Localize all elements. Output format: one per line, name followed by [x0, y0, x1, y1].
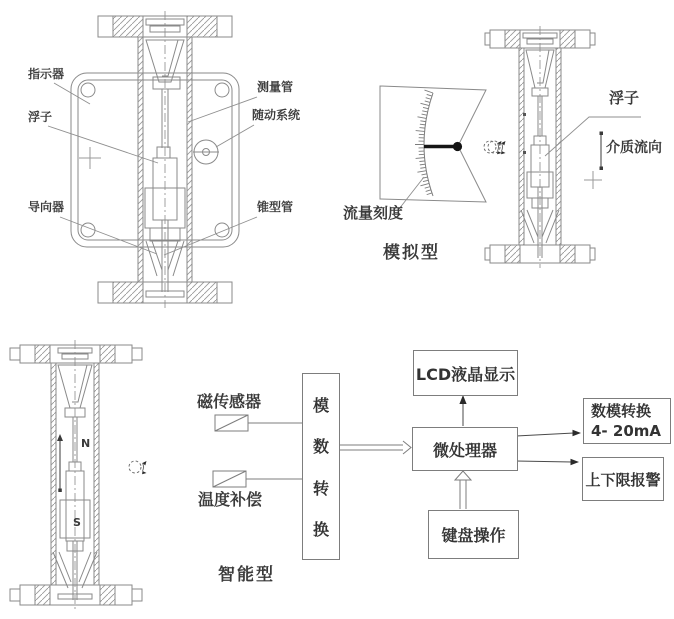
rotation-icon [484, 141, 502, 154]
adc-char-3: 转 [312, 478, 329, 498]
block-alarm: 上下限报警 [582, 457, 664, 501]
follower-system-symbol [193, 140, 219, 164]
dac-line-2: 4- 20mA [591, 422, 661, 440]
adc-char-4: 换 [312, 519, 329, 539]
dac-line-1: 数模转换 [591, 402, 652, 420]
label-magnet-south: S [73, 516, 81, 529]
label-follower-system: 随动系统 [252, 108, 301, 122]
gauge-needle-pivot [453, 142, 462, 151]
rotameter-detailed-drawing [48, 11, 257, 308]
block-keyboard: 键盘操作 [428, 510, 519, 559]
upward-flow-arrow [57, 434, 63, 492]
label-flow-direction: 介质流向 [606, 140, 662, 156]
label-measuring-tube: 测量管 [257, 80, 294, 94]
label-guide: 导向器 [28, 200, 65, 214]
label-float-right: 浮子 [609, 89, 640, 107]
label-indicator: 指示器 [28, 67, 65, 81]
analog-gauge-drawing [380, 86, 502, 209]
top-flange [10, 345, 142, 363]
bottom-flange [10, 585, 142, 605]
arrow-mcu-to-lcd [459, 395, 466, 426]
arrow-keyboard-to-mcu [455, 471, 471, 509]
indicator-housing [71, 73, 239, 247]
magnetic-sensor-symbol [215, 415, 248, 431]
block-lcd: LCD液晶显示 [413, 350, 518, 396]
rotameter-magnet-drawing [10, 340, 147, 612]
adc-char-1: 模 [312, 396, 329, 416]
temperature-sensor-symbol [213, 471, 246, 487]
arrow-mcu-to-dac [516, 430, 581, 436]
flow-direction-arrow [600, 132, 604, 171]
crosshair [79, 147, 101, 169]
arrow-adc-to-mcu [338, 441, 411, 454]
rotation-icon [488, 141, 506, 154]
arrow-mcu-to-alarm [516, 459, 579, 465]
label-analog-type: 模拟型 [383, 243, 440, 263]
block-dac [583, 398, 671, 444]
label-flow-scale: 流量刻度 [343, 204, 404, 222]
rotation-icon [129, 461, 147, 474]
block-adc [302, 373, 340, 560]
crosshair [584, 171, 602, 189]
block-mcu: 微处理器 [412, 427, 518, 471]
gauge-panel [380, 86, 486, 202]
label-smart-type: 智能型 [218, 565, 275, 585]
label-temp-compensation: 温度补偿 [198, 490, 263, 509]
label-magnetic-sensor: 磁传感器 [197, 392, 262, 411]
block-diagram-lines [213, 395, 581, 509]
label-float: 浮子 [28, 110, 53, 124]
label-cone-tube: 锥型管 [257, 200, 294, 214]
label-magnet-north: N [81, 437, 91, 450]
adc-char-2: 数 [312, 437, 329, 457]
